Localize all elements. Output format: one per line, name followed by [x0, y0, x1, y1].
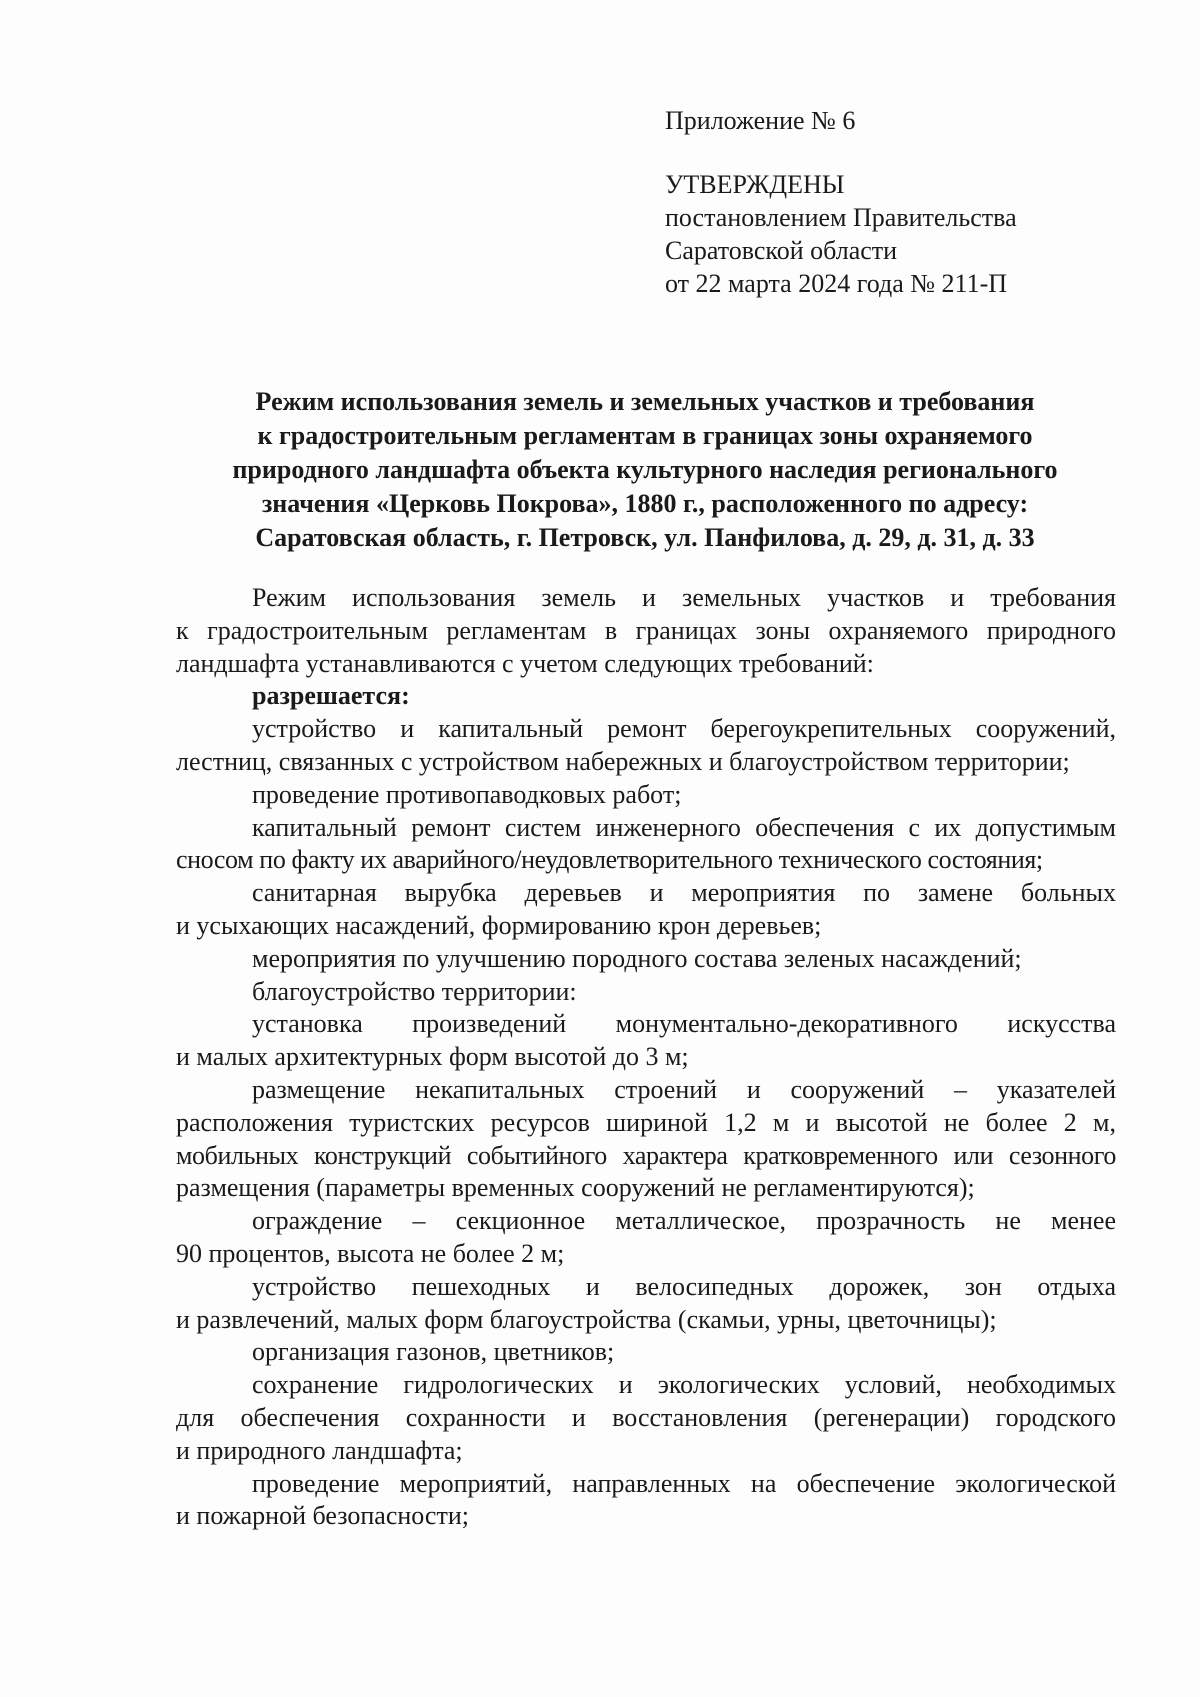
body-line: устройство и капитальный ремонт берегоукрепительных сооружений, [252, 714, 1116, 744]
body-line: установка произведений монументально-декоративного искусства [252, 1009, 1116, 1039]
title-line: значения «Церковь Покрова», 1880 г., расположенного по адресу: [261, 489, 1029, 518]
body-line: и малых архитектурных форм высотой до 3 м; [176, 1042, 689, 1072]
body-line: расположения туристских ресурсов шириной 1,2 м и высотой не более 2 м, [176, 1107, 1116, 1137]
body-line: и усыхающих насаждений, формированию крон деревьев; [176, 910, 822, 940]
body-line: санитарная вырубка деревьев и мероприятия по замене больных [252, 878, 1116, 908]
approved-by-line-1: постановлением Правительства [665, 203, 1017, 232]
document-body [176, 582, 1116, 1533]
body-line: сносом по факту их аварийного/неудовлетворительного технического состояния; [176, 845, 1043, 875]
title-line: Режим использования земель и земельных участков и требования [255, 387, 1035, 416]
body-line: Режим использования земель и земельных участков и требования [252, 583, 1116, 612]
body-line: проведение противопаводковых работ; [252, 779, 682, 809]
title-line: Саратовская область, г. Петровск, ул. Панфилова, д. 29, д. 31, д. 33 [255, 523, 1035, 552]
body-line: мобильных конструкций событийного характера кратковременного или сезонного [176, 1140, 1116, 1170]
body-line: сохранение гидрологических и экологических условий, необходимых [252, 1370, 1116, 1400]
body-line: устройство пешеходных и велосипедных дорожек, зон отдыха [252, 1271, 1116, 1301]
approval-header [665, 104, 1017, 300]
document-title [170, 385, 1120, 555]
title-line: природного ландшафта объекта культурного наследия регионального [232, 455, 1058, 484]
body-line: лестниц, связанных с устройством набережных и благоустройством территории; [176, 746, 1070, 776]
approved-date: от 22 марта 2024 года № 211-П [665, 269, 1008, 298]
body-line: и пожарной безопасности; [176, 1501, 469, 1531]
body-line: размещения (параметры временных сооружений не регламентируются); [176, 1173, 975, 1203]
body-line: и природного ландшафта; [176, 1435, 463, 1465]
body-line: благоустройство территории: [252, 976, 577, 1006]
body-line: ограждение – секционное металлическое, прозрачность не менее [252, 1206, 1116, 1236]
body-line: 90 процентов, высота не более 2 м; [176, 1238, 565, 1268]
approved-label: УТВЕРЖДЕНЫ [665, 170, 845, 199]
body-line: организация газонов, цветников; [252, 1337, 615, 1367]
appendix-number: Приложение № 6 [665, 106, 856, 135]
body-line: проведение мероприятий, направленных на обеспечение экологической [252, 1468, 1116, 1498]
title-line: к градостроительным регламентам в границах зоны охраняемого [257, 421, 1033, 450]
approved-by-line-2: Саратовской области [665, 236, 898, 265]
body-line: капитальный ремонт систем инженерного обеспечения с их допустимым [252, 812, 1116, 842]
body-line: к градостроительным регламентам в границах зоны охраняемого природного [176, 615, 1116, 645]
body-line: для обеспечения сохранности и восстановления (регенерации) городского [176, 1402, 1116, 1432]
body-line: и развлечений, малых форм благоустройства (скамьи, урны, цветочницы); [176, 1304, 997, 1334]
body-line: размещение некапитальных строений и сооружений – указателей [252, 1074, 1116, 1104]
permitted-heading: разрешается: [252, 681, 410, 711]
body-line: мероприятия по улучшению породного состава зеленых насаждений; [252, 943, 1022, 973]
body-line: ландшафта устанавливаются с учетом следующих требований: [176, 648, 874, 678]
